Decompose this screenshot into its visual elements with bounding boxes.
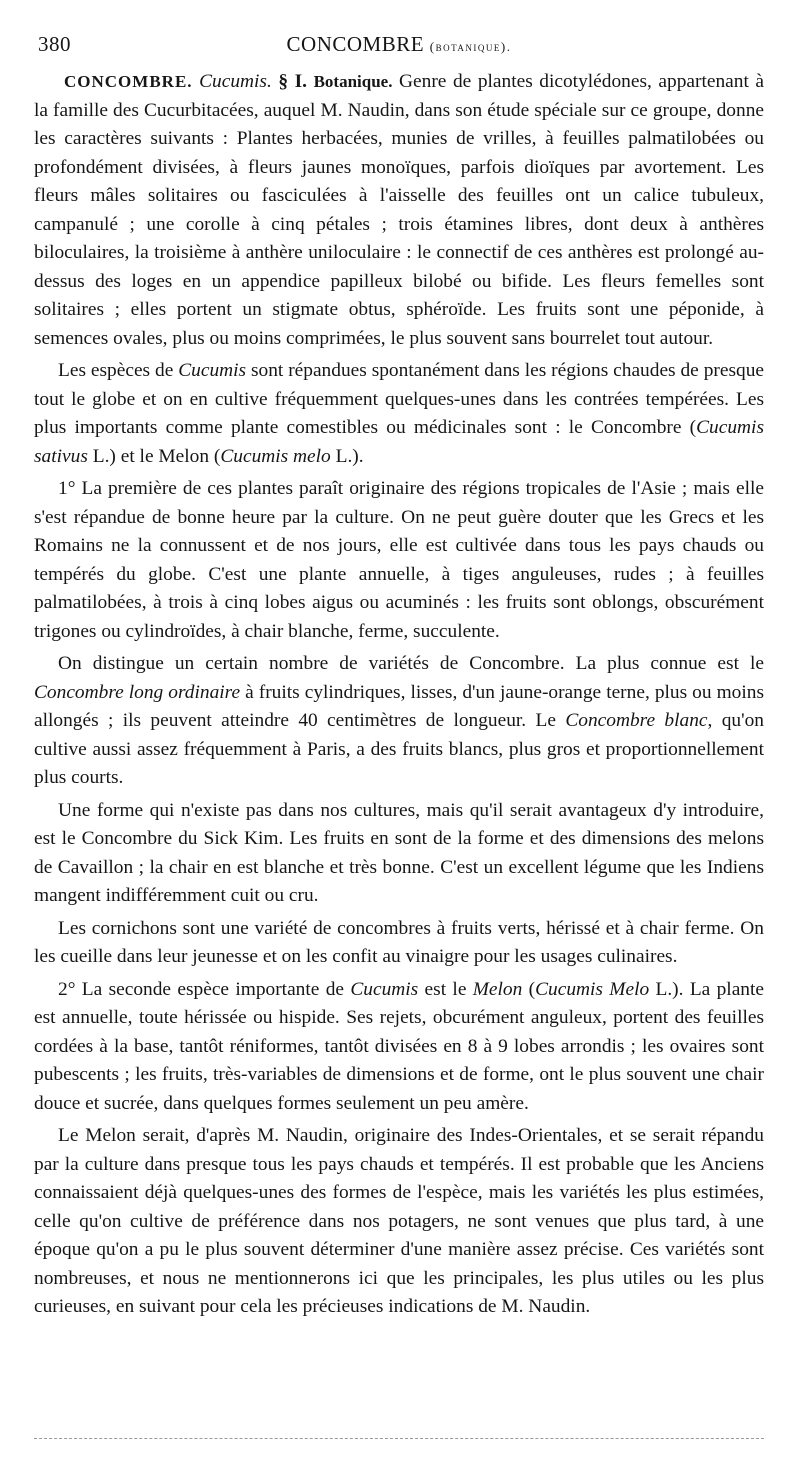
text-run: est le [418, 978, 473, 1000]
paragraph-concombre-origin: 1° La première de ces plantes paraît originaire des régions tropicales de l'Asie ; mais elle s'est répandue de bonne heure par la culture. On ne peut guère douter que les Grecs et les Romains ne la connussent et de nos jours, elle est cultivée dans tous les pays chauds ou tempérés du globe. C'est une plante annuelle, à tiges anguleuses, rudes ; à feuilles palmatilobées, à trois à cinq lobes aigus ou acuminés : les fruits sont oblongs, obscurément trigones ou cylindroïdes, à chair blanche, ferme, succulente. [34, 478, 764, 642]
text-run: L.). La plante est annuelle, toute hérissée ou hispide. Ses rejets, obcurément anguleux, portent des feuilles cordées à la base, tantôt réniformes, tantôt divisées en 8 à 9 lobes arrondis ; les ovaires sont pubescents ; les fruits, très-variables de dimensions et de forme, ont le plus souvent une chair douce et sucrée, dans quelques formes seulement un peu amère. [34, 978, 764, 1114]
genus-name: Cucumis. [199, 71, 272, 92]
text-run: L.). [330, 445, 364, 467]
running-title [34, 32, 764, 57]
paragraph-concombre-varieties [34, 650, 764, 793]
intro-text: Genre de plantes dicotylédones, appartenant à la famille des Cucurbitacées, auquel M. Naudin, dans son étude spéciale sur ce groupe, donne les caractères suivants : Plantes herbacées, munies de vrilles, à feuilles palmatilobées ou profondément divisées, à fleurs jaunes monoïques, parfois dioïques par avortement. Les fleurs mâles solitaires ou fasciculées à l'aisselle des feuilles ont un calice tubuleux, campanulé ; une corolle à cinq pétales ; trois étamines libres, dont deux à anthères biloculaires, la troisième à anthère uniloculaire : le connectif de ces anthères est prolongé au-dessus des loges en un appendice papilleux bilobé ou bifide. Les fleurs femelles sont solitaires ; elles portent un stigmate obtus, sphéroïde. Les fruits sont une péponide, à semences ovales, plus ou moins comprimées, le plus souvent sans bourrelet tout autour. [34, 71, 764, 349]
page-header [34, 28, 764, 62]
section-mark: § I. [278, 71, 308, 92]
paragraph-species [34, 357, 764, 471]
section-label: Botanique. [313, 72, 393, 91]
italic-run: Concombre long ordinaire [34, 681, 241, 703]
paragraph-sick-kim: Une forme qui n'existe pas dans nos cultures, mais qu'il serait avantageux d'y introduire, est le Concombre du Sick Kim. Les fruits en sont de la forme et des dimensions des melons de Cavaillon ; la chair en est blanche et très bonne. C'est un excellent légume que les Indiens mangent indifféremment cuit ou cru. [34, 799, 764, 906]
italic-run: Melon [472, 978, 523, 1000]
paragraph-intro [34, 68, 764, 353]
italic-run: Cucumis [350, 978, 419, 1000]
footer-rule [34, 1438, 764, 1439]
entry-headword: CONCOMBRE. [64, 72, 193, 91]
text-run: Les espèces de [58, 360, 179, 381]
text-run: sont répandues spontanément dans les régions chaudes de presque tout le globe et on en cultive fréquemment quelques-unes dans les contrées tempérées. Les plus importants comme plante comestibles ou médicinales sont : le Concombre ( [34, 360, 764, 438]
text-run: L.) et le Melon ( [87, 445, 221, 467]
text-run: 2° La seconde espèce importante de [58, 978, 351, 1000]
paragraph-cornichons: Les cornichons sont une variété de concombres à fruits verts, hérissé et à chair ferme. On les cueille dans leur jeunesse et on les confit au vinaigre pour les usages culinaires. [34, 917, 764, 967]
italic-run: Concombre blanc [565, 710, 708, 731]
paragraph-melon [34, 976, 764, 1119]
page-number: 380 [38, 32, 71, 56]
italic-run: Cucumis sativus [34, 417, 764, 467]
running-title-main: CONCOMBRE [286, 32, 425, 56]
text-run: On distingue un certain nombre de variétés de Concombre. La plus connue est le [58, 653, 764, 674]
text-run: ( [522, 978, 536, 1000]
italic-run: Cucumis [178, 360, 247, 381]
italic-run: Cucumis Melo [535, 978, 650, 1000]
text-run: à fruits cylindriques, lisses, d'un jaune-orange terne, plus ou moins allongés ; ils peuvent atteindre 40 centimètres de longueur. Le [34, 681, 764, 731]
italic-run: Cucumis melo [220, 445, 331, 467]
text-run: , qu'on cultive aussi assez fréquemment à Paris, a des fruits blancs, plus gros et proportionnellement plus courts. [34, 710, 764, 788]
article-body [34, 68, 764, 1322]
paragraph-melon-origin: Le Melon serait, d'après M. Naudin, originaire des Indes-Orientales, et se serait répandu par la culture dans presque tous les pays chauds et tempérés. Il est probable que les Anciens connaissaient déjà quelques-unes des formes de l'espèce, mais les variétés les plus estimées, celle qu'on cultive de préférence dans nos potagers, ne sont venues que plus tard, à une époque qu'on a pu le plus souvent déterminer d'une manière assez précise. Ces variétés sont nombreuses, et nous ne mentionnerons ici que les principales, les plus utiles ou les plus curieuses, en suivant pour cela les précieuses indications de M. Naudin. [34, 1125, 764, 1317]
running-title-sub: (botanique). [429, 39, 512, 54]
